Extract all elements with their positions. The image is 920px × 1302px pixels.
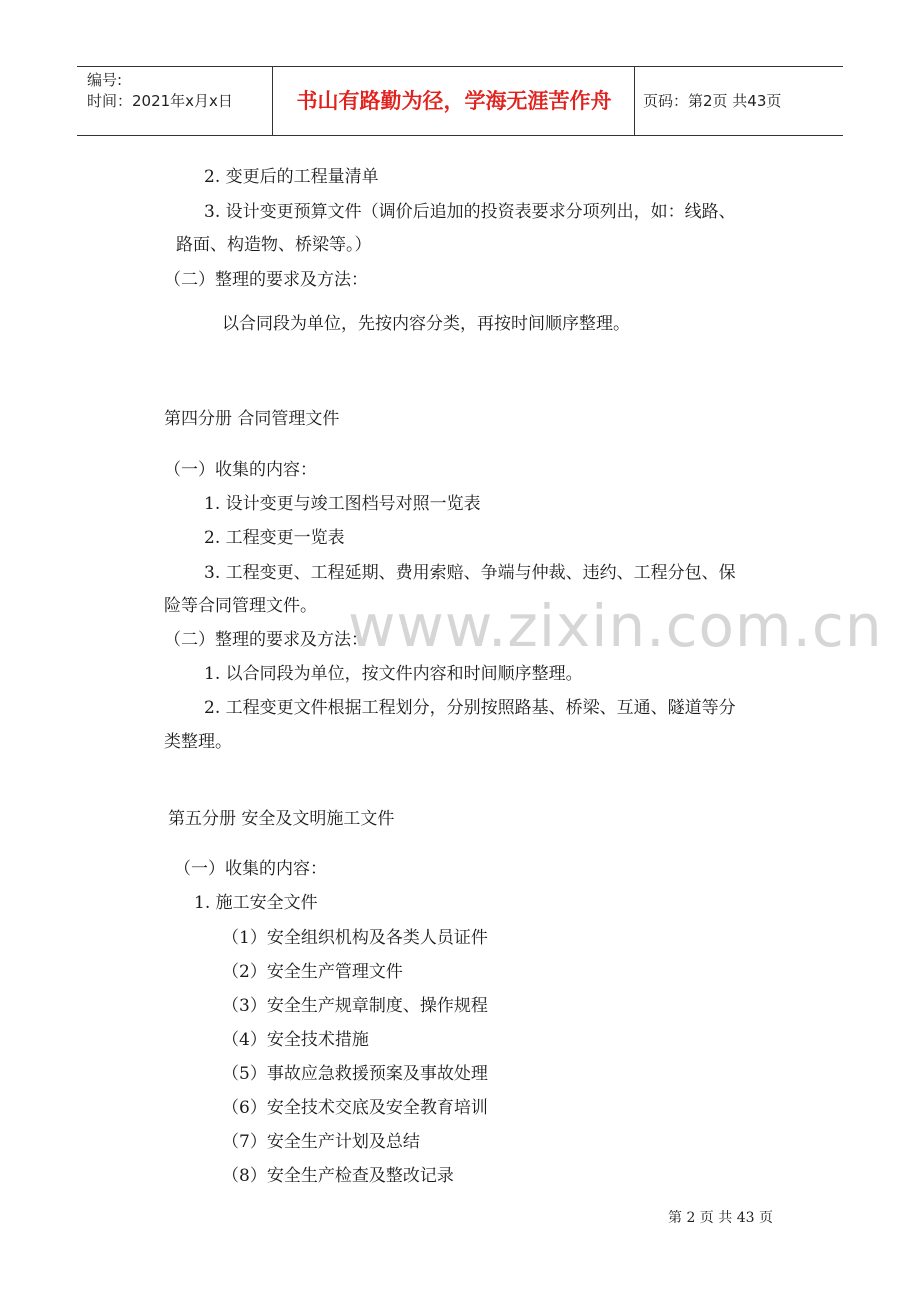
list-item: （4）安全技术措施	[222, 1030, 369, 1050]
list-item: （7）安全生产计划及总结	[222, 1132, 420, 1152]
text-line: 1. 以合同段为单位，按文件内容和时间顺序整理。	[204, 664, 583, 684]
code-label: 编号:	[87, 71, 123, 89]
text-line: 3. 设计变更预算文件（调价后追加的投资表要求分项列出，如：线路、	[204, 202, 736, 222]
section-heading: （一）收集的内容：	[174, 859, 327, 879]
text-line: 1. 设计变更与竣工图档号对照一览表	[204, 494, 481, 514]
text-line: 险等合同管理文件。	[164, 596, 317, 616]
section-heading: （二）整理的要求及方法：	[164, 270, 368, 290]
section-heading: （二）整理的要求及方法：	[164, 630, 368, 650]
text-line: 1. 施工安全文件	[194, 893, 318, 913]
page-header	[77, 66, 843, 136]
volume-title: 第五分册 安全及文明施工文件	[168, 809, 395, 829]
text-line: 类整理。	[164, 732, 232, 752]
text-line: 以合同段为单位，先按内容分类，再按时间顺序整理。	[222, 314, 630, 334]
text-line: 2. 工程变更一览表	[204, 528, 345, 548]
list-item: （2）安全生产管理文件	[222, 962, 403, 982]
page-footer: 第 2 页 共 43 页	[668, 1210, 773, 1226]
text-line: 2. 工程变更文件根据工程划分，分别按照路基、桥梁、互通、隧道等分	[204, 698, 736, 718]
date-label: 时间：2021年x月x日	[87, 92, 233, 110]
section-heading: （一）收集的内容：	[164, 460, 317, 480]
header-page-info: 页码：第2页 共43页	[643, 92, 782, 110]
list-item: （5）事故应急救援预案及事故处理	[222, 1064, 488, 1084]
volume-title: 第四分册 合同管理文件	[164, 409, 340, 429]
list-item: （6）安全技术交底及安全教育培训	[222, 1098, 488, 1118]
header-motto: 书山有路勤为径，学海无涯苦作舟	[296, 89, 612, 113]
header-divider	[634, 67, 635, 135]
list-item: （1）安全组织机构及各类人员证件	[222, 928, 488, 948]
text-line: 路面、构造物、桥梁等。）	[176, 235, 372, 255]
text-line: 2. 变更后的工程量清单	[204, 167, 379, 187]
list-item: （3）安全生产规章制度、操作规程	[222, 996, 488, 1016]
header-meta	[87, 70, 233, 112]
watermark: www.zixin.com.cn	[348, 592, 883, 660]
text-line: 3. 工程变更、工程延期、费用索赔、争端与仲裁、违约、工程分包、保	[204, 563, 736, 583]
list-item: （8）安全生产检查及整改记录	[222, 1166, 454, 1186]
